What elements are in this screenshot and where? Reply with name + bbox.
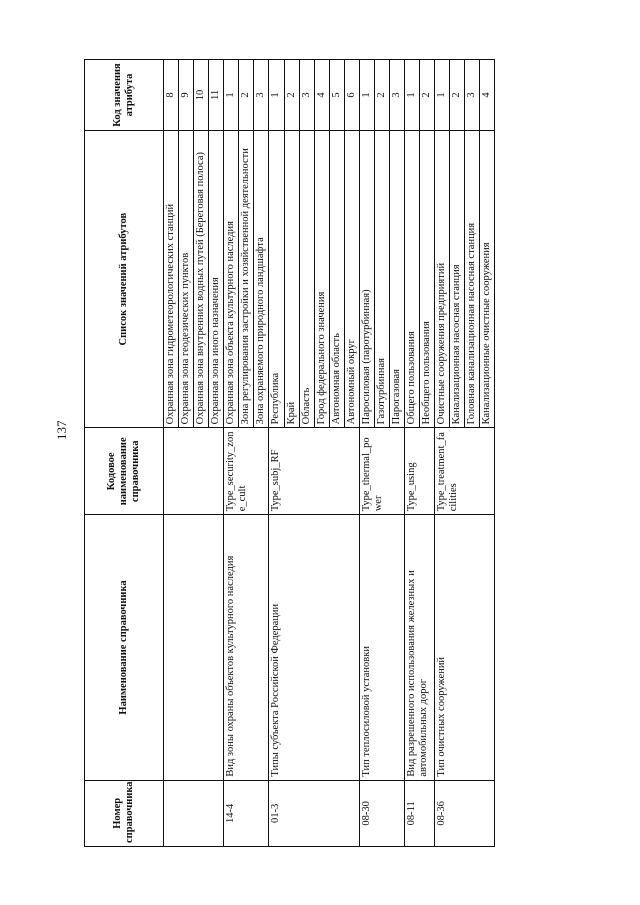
row-value: Очистные сооружения предприятий	[435, 130, 450, 427]
row-name	[164, 515, 224, 780]
row-code: 1	[269, 60, 284, 131]
header-values: Список значений атрибутов	[85, 130, 164, 427]
row-code: 3	[254, 60, 269, 131]
row-number: 01-3	[269, 780, 359, 846]
table-header-row	[85, 60, 164, 847]
table-row	[435, 60, 450, 847]
row-code: 4	[314, 60, 329, 131]
row-name: Вид разрешенного использования железных и автомобильных дорог	[405, 515, 435, 780]
row-value: Зона охраняемого природного ландшафта	[254, 130, 269, 427]
row-value: Город федерального значения	[314, 130, 329, 427]
row-code-name: Type_treatment_facilities	[435, 428, 495, 515]
row-value: Охранная зона гидрометеорологических станций	[164, 130, 179, 427]
header-attr-code: Код значения атрибута	[85, 60, 164, 131]
reference-table-container	[84, 59, 578, 847]
row-number	[164, 780, 224, 846]
row-value: Головная канализационная насосная станция	[465, 130, 480, 427]
row-code: 11	[209, 60, 224, 131]
row-name: Тип очистных сооружений	[435, 515, 495, 780]
row-code: 10	[194, 60, 209, 131]
header-code-name: Кодовое наименование справочника	[85, 428, 164, 515]
table-row	[359, 60, 374, 847]
row-value: Охранная зона иного назначения	[209, 130, 224, 427]
row-name: Типы субъекта Российской Федерации	[269, 515, 359, 780]
row-value: Автономный округ	[344, 130, 359, 427]
row-code: 5	[329, 60, 344, 131]
row-value: Необщего пользования	[420, 130, 435, 427]
row-value: Паросиловая (паротурбинная)	[359, 130, 374, 427]
row-code-name: Type_using	[405, 428, 435, 515]
row-number: 08-36	[435, 780, 495, 846]
row-code: 1	[224, 60, 239, 131]
row-code: 6	[344, 60, 359, 131]
row-code-name: Type_thermal_power	[359, 428, 404, 515]
row-code: 3	[389, 60, 404, 131]
row-code: 2	[450, 60, 465, 131]
row-value: Край	[284, 130, 299, 427]
row-value: Охранная зона геодезических пунктов	[179, 130, 194, 427]
row-name: Тип теплосиловой установки	[359, 515, 404, 780]
row-code: 2	[239, 60, 254, 131]
row-code: 1	[435, 60, 450, 131]
table-row	[164, 60, 179, 847]
page-number: 137	[54, 420, 69, 440]
row-number: 14-4	[224, 780, 269, 846]
row-number: 08-30	[359, 780, 404, 846]
row-code: 2	[420, 60, 435, 131]
row-value: Область	[299, 130, 314, 427]
row-code: 3	[299, 60, 314, 131]
row-number: 08-11	[405, 780, 435, 846]
row-value: Автономная область	[329, 130, 344, 427]
row-code-name: Type_subj_RF	[269, 428, 359, 515]
row-code: 1	[405, 60, 420, 131]
row-value: Зона регулирования застройки и хозяйственной деятельности	[239, 130, 254, 427]
row-value: Охранная зона внутренних водных путей (Береговая полоса)	[194, 130, 209, 427]
row-code: 3	[465, 60, 480, 131]
row-value: Парогазовая	[389, 130, 404, 427]
row-value: Республика	[269, 130, 284, 427]
row-code: 1	[359, 60, 374, 131]
header-name: Наименование справочника	[85, 515, 164, 780]
row-value: Общего пользования	[405, 130, 420, 427]
table-row	[269, 60, 284, 847]
header-number: Номер справочника	[85, 780, 164, 846]
row-code: 4	[480, 60, 495, 131]
row-code: 8	[164, 60, 179, 131]
row-name: Вид зоны охраны объектов культурного наследия	[224, 515, 269, 780]
row-code: 2	[284, 60, 299, 131]
row-code: 9	[179, 60, 194, 131]
row-code-name	[164, 428, 224, 515]
row-value: Газотурбинная	[374, 130, 389, 427]
row-code-name: Type_security_zone_cult	[224, 428, 269, 515]
row-value: Охранная зона объекта культурного наследия	[224, 130, 239, 427]
row-value: Канализационные очистные сооружения	[480, 130, 495, 427]
row-code: 2	[374, 60, 389, 131]
reference-table	[84, 59, 495, 847]
table-row	[405, 60, 420, 847]
row-value: Канализационная насосная станция	[450, 130, 465, 427]
table-row	[224, 60, 239, 847]
